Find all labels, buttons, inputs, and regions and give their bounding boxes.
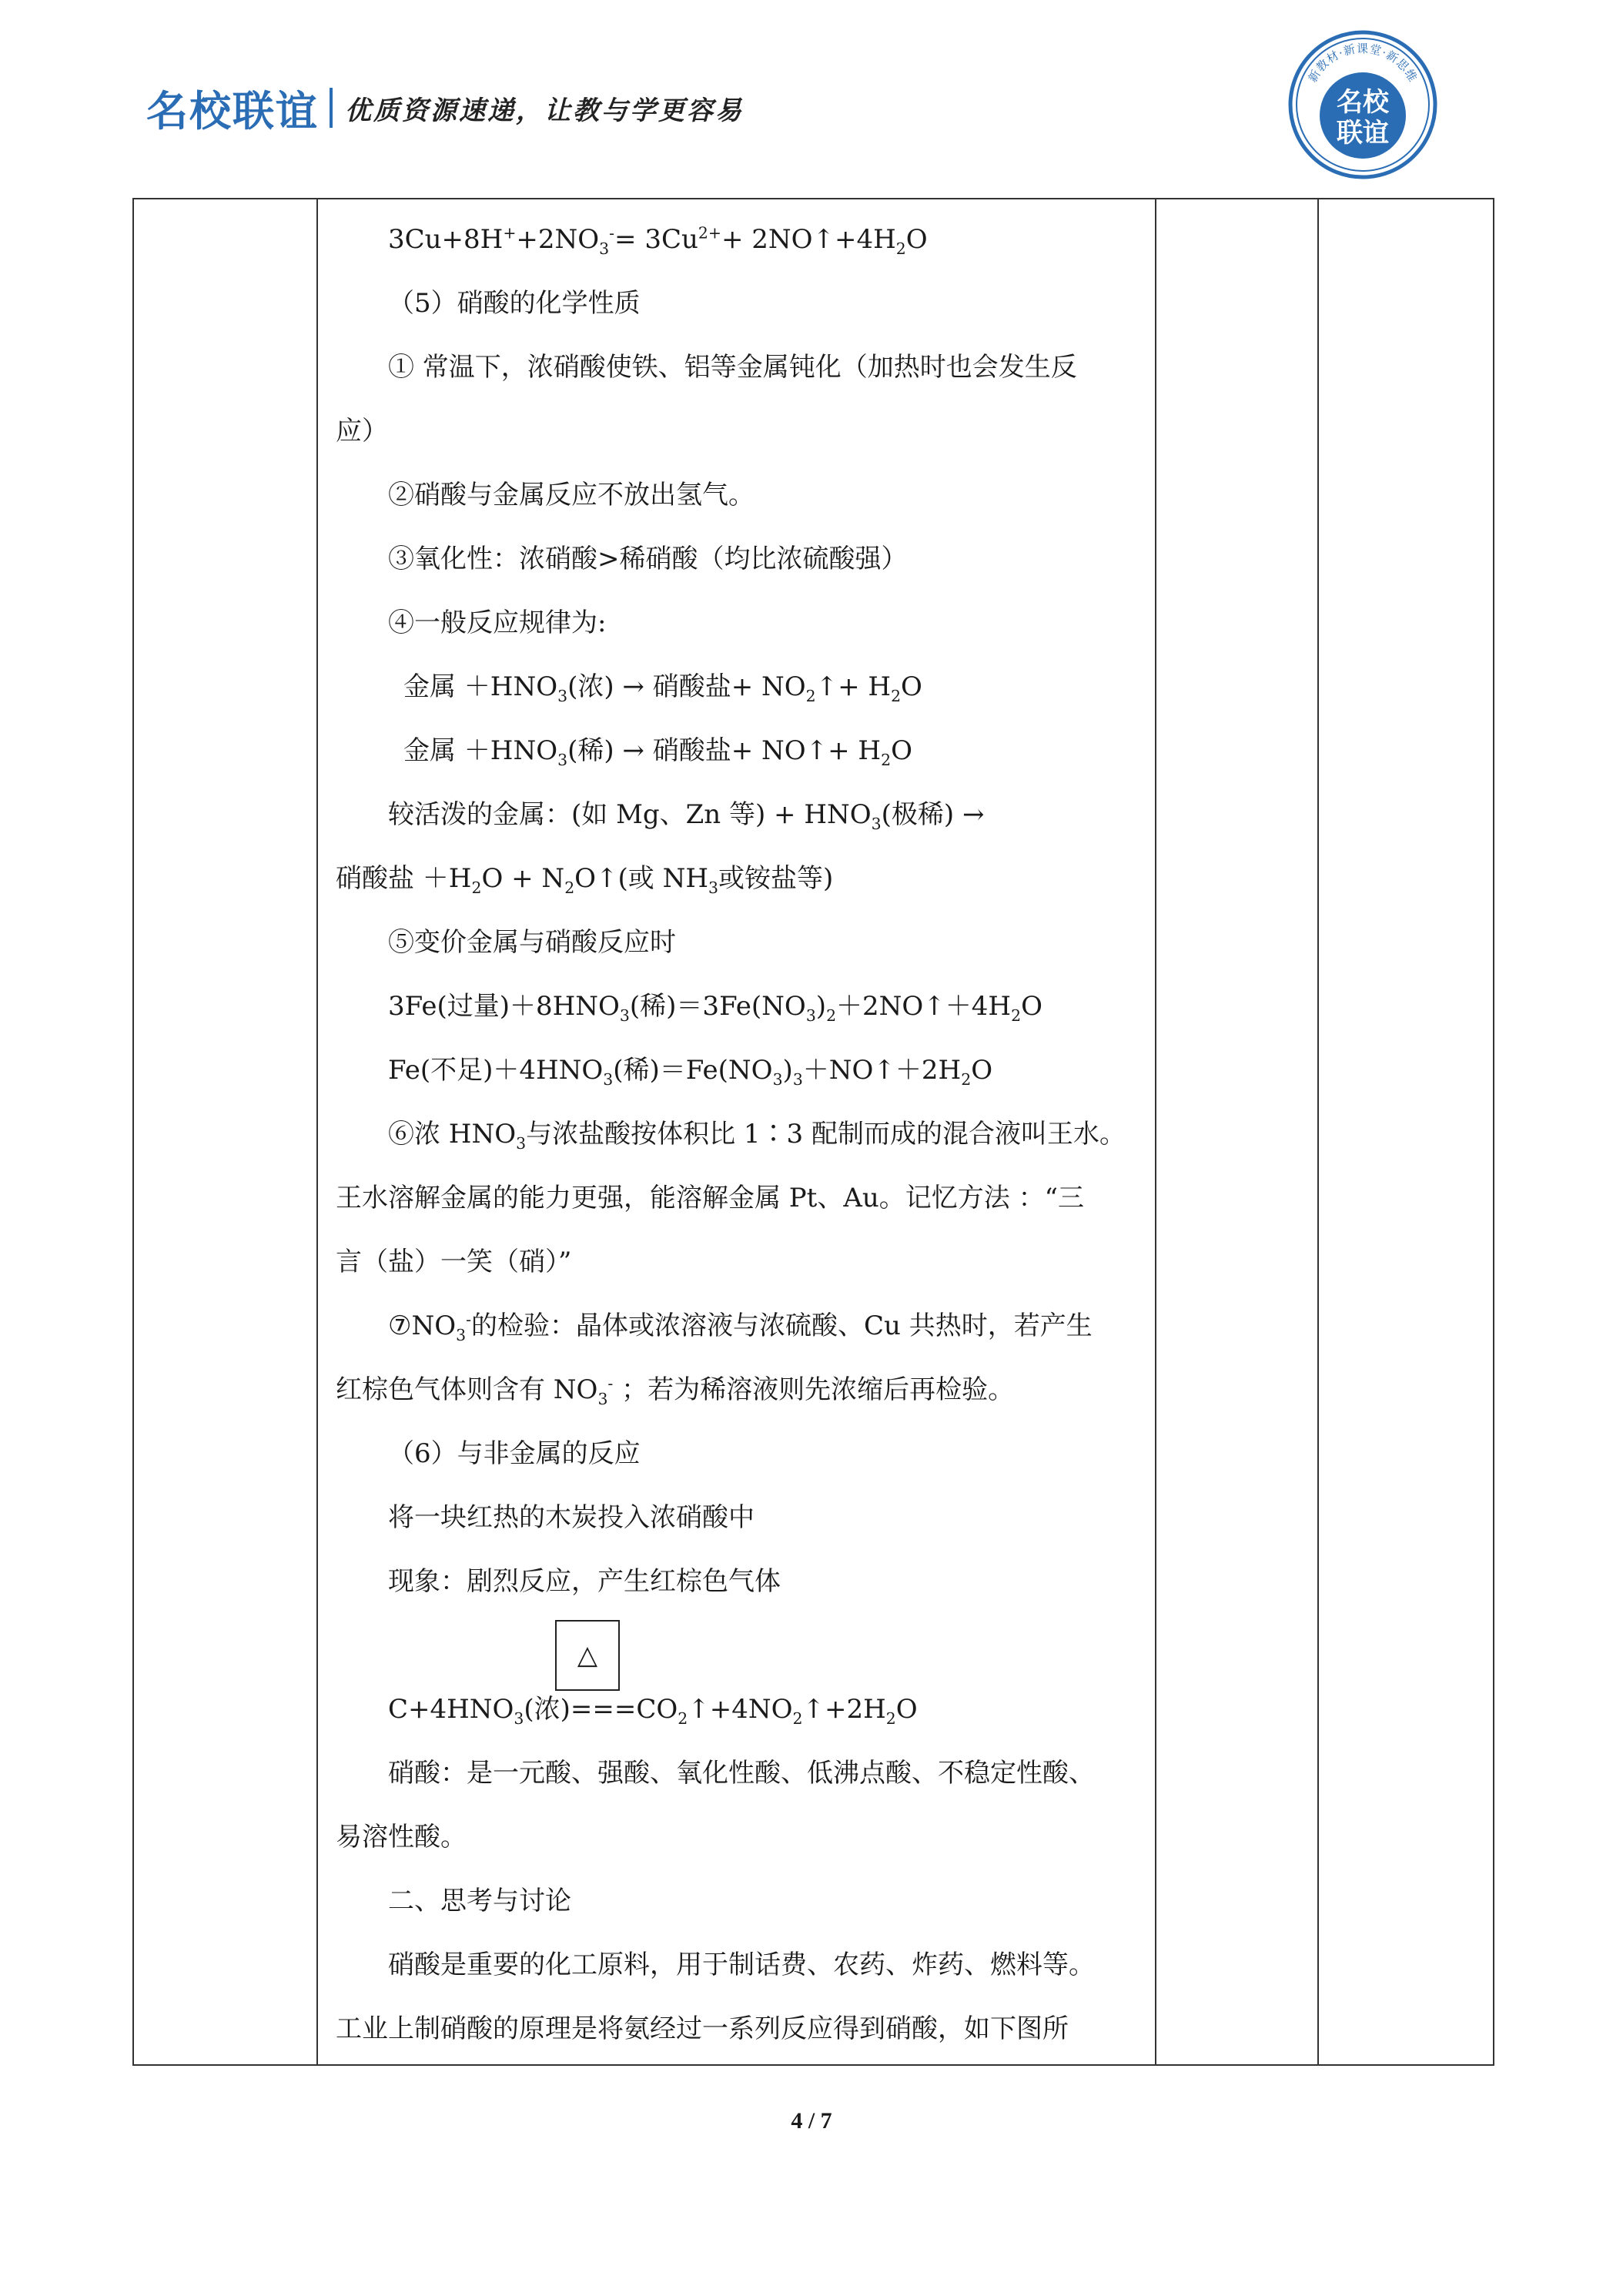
section-title: 二、思考与讨论 (388, 1886, 571, 1916)
column-divider (316, 198, 318, 2066)
svg-text:联谊: 联谊 (1337, 118, 1389, 149)
section-title: （5）硝酸的化学性质 (388, 288, 641, 319)
svg-text:名校: 名校 (1337, 87, 1389, 118)
equation-carbon-nitric (336, 1614, 1144, 1742)
paragraph: ⑤变价金属与硝酸反应时 (388, 927, 676, 958)
page-number: 4 / 7 (791, 2108, 832, 2134)
paragraph: 硝酸：是一元酸、强酸、氧化性酸、低沸点酸、不稳定性酸、 (388, 1758, 1095, 1789)
paragraph: ① 常温下，浓硝酸使铁、铝等金属钝化（加热时也会发生反 (388, 352, 1077, 383)
reaction-rule: 较活泼的金属：(如 Mg、Zn 等) + $HNO_3$(极稀) → (388, 799, 985, 833)
section-title: （6）与非金属的反应 (388, 1438, 641, 1469)
paragraph: 红棕色气体则含有 $NO_3^-$ ；若为稀溶液则先浓缩后再检验。 (336, 1374, 1015, 1408)
school-seal-logo (1287, 29, 1438, 180)
paragraph: 现象：剧烈反应，产生红棕色气体 (388, 1566, 781, 1597)
slogan: 优质资源速递，让教与学更容易 (345, 95, 744, 126)
reaction-rule: 硝酸盐 $+H_2O$ + $N_2O↑$(或 $NH_3$或铵盐等) (336, 863, 834, 897)
lesson-content (336, 208, 1144, 2061)
brand-divider (330, 88, 333, 128)
column-divider (1155, 198, 1156, 2066)
paragraph: 应） (336, 416, 388, 447)
paragraph: ③氧化性：浓硝酸>稀硝酸（均比浓硫酸强） (388, 544, 908, 574)
equation-text: $C+4HNO_3$(浓)$===CO_2↑+4NO_2↑+2H_2O$ (388, 1694, 918, 1728)
paragraph: 硝酸是重要的化工原料，用于制话费、农药、炸药、燃料等。 (388, 1950, 1095, 1980)
reaction-rule: 金属 $+HNO_3$(浓) → 硝酸盐+ $NO_2↑+ H_2O$ (403, 671, 922, 705)
paragraph: 易溶性酸。 (336, 1822, 467, 1853)
paragraph: ⑥浓 $HNO_3$与浓盐酸按体积比 1∶3 配制而成的混合液叫王水。 (388, 1119, 1126, 1153)
header (146, 77, 744, 139)
paragraph: ④一般反应规律为: (388, 607, 607, 638)
paragraph: 将一块红热的木炭投入浓硝酸中 (388, 1502, 755, 1533)
paragraph: $⑦NO_3^-$的检验：晶体或浓溶液与浓硫酸、Cu 共热时，若产生 (388, 1310, 1093, 1344)
paragraph: 言（盐）一笑（硝）” (336, 1247, 572, 1277)
brand-logo-text: 名校联谊 (146, 86, 319, 136)
paragraph: 王水溶解金属的能力更强，能溶解金属 Pt、Au。记忆方法 ：“三 (336, 1183, 1084, 1213)
paragraph: ②硝酸与金属反应不放出氢气。 (388, 480, 755, 510)
column-divider (1317, 198, 1319, 2066)
svg-text:新教材·新课堂·新思维: 新教材·新课堂·新思维 (1305, 42, 1421, 85)
heating-condition-box: △ (555, 1620, 620, 1691)
equation-fe-deficient: Fe(不足)$+4HNO_3$(稀)$=Fe(NO_3)_3+NO↑+2H_2O$ (388, 1055, 993, 1089)
reaction-rule: 金属 $+HNO_3$(稀) → 硝酸盐+ NO↑+ $H_2O$ (403, 735, 912, 769)
equation-cu-nitrate: $3Cu+8H^++2NO_3^-= 3Cu^{2+}+$ $2NO↑+4H_2O$ (388, 223, 928, 258)
paragraph: 工业上制硝酸的原理是将氨经过一系列反应得到硝酸，如下图所 (336, 2013, 1069, 2044)
equation-fe-excess: 3Fe(过量)$+8HNO_3$(稀)$=3Fe(NO_3)_2+2NO↑+4H_2O$ (388, 991, 1042, 1025)
